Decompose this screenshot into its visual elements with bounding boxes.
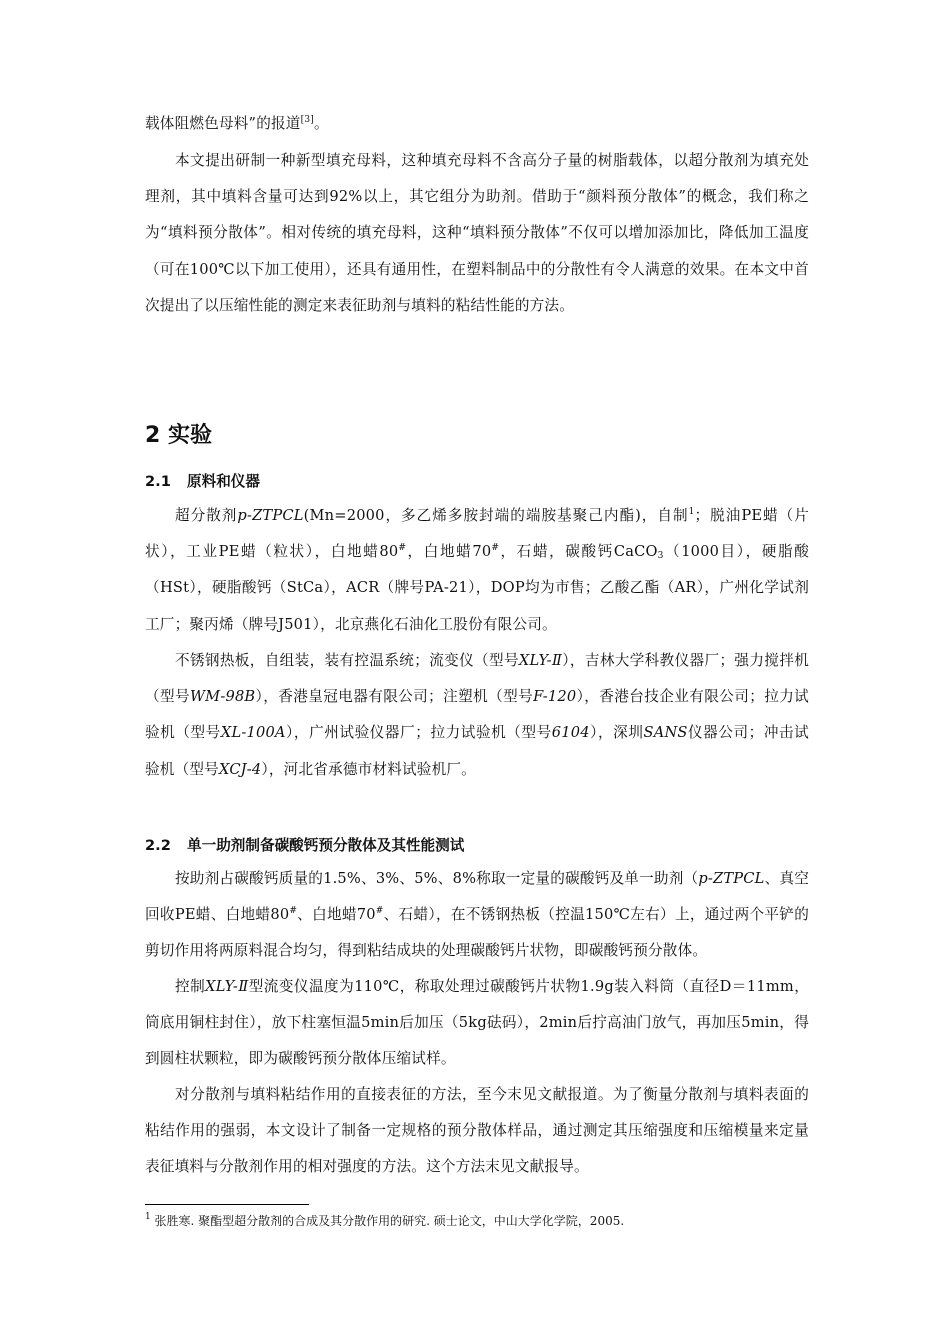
footnote-ref[interactable]: 1 <box>688 507 695 517</box>
subsection-heading-preparation: 2.2 单一助剂制备碳酸钙预分散体及其性能测试 <box>145 837 465 854</box>
paragraph-materials: 超分散剂p-ZTPCL(Mn=2000，多乙烯多胺封端的端胺基聚己内酯)，自制$^1$；脱油PE蜡（片状），工业PE蜡（粒状），白地蜡80#，白地蜡70#，石蜡，碳酸钙CaCO$_3$（1000目），硬脂酸（HSt），硬脂酸钙（StCa），ACR（牌号PA-21），DOP均为市售；乙酸乙酯（AR），广州化学试剂工厂；聚丙烯（牌号J501），北京燕化石油化工股份有限公司。 <box>145 507 810 633</box>
paragraph-preparation: 按助剂占碳酸钙质量的1.5%、3%、5%、8%称取一定量的碳酸钙及单一助剂（p-ZTPCL、真空回收PE蜡、白地蜡80#、白地蜡70#、石蜡），在不锈钢热板（控温150℃左右）上，通过两个平铲的剪切作用将两原料混合均匀，得到粘结成块的处理碳酸钙片状物，即碳酸钙预分散体。 <box>145 870 809 960</box>
paragraph-continuation: 载体阻燃色母料”的报道[3]。 <box>145 115 329 132</box>
footnote: $^1$ 张胜寒. 聚酯型超分散剂的合成及其分散作用的研究. 硕士论文，中山大学化学院，2005. <box>145 1212 625 1228</box>
subsection-heading-materials: 2.1 原料和仪器 <box>145 473 260 490</box>
paragraph-method: 对分散剂与填料粘结作用的直接表征的方法，至今末见文献报道。为了衡量分散剂与填料表面的粘结作用的强弱，本文设计了制备一定规格的预分散体样品，通过测定其压缩强度和压缩模量来定量表征填料与分散剂作用的相对强度的方法。这个方法末见文献报导。 <box>145 1086 809 1176</box>
paragraph-intro: 本文提出研制一种新型填充母料，这种填充母料不含高分子量的树脂载体，以超分散剂为填充处理剂，其中填料含量可达到92%以上，其它组分为助剂。借助于“颜料预分散体”的概念，我们称之为“填料预分散体”。相对传统的填充母料，这种“填料预分散体”不仅可以增加添加比，降低加工温度（可在100℃以下加工使用），还具有通用性，在塑料制品中的分散性有令人满意的效果。在本文中首次提出了以压缩性能的测定来表征助剂与填料的粘结性能的方法。 <box>145 152 809 314</box>
citation[interactable]: [3] <box>300 115 314 125</box>
footnote-divider <box>145 1204 309 1205</box>
paragraph-equipment: 不锈钢热板，自组装，装有控温系统；流变仪（型号XLY-Ⅱ），吉林大学科教仪器厂；强力搅拌机 （型号WM-98B），香港皇冠电器有限公司；注塑机（型号F-120），香港台技企业有限公司；拉力试验机（型号XL-100A），广州试验仪器厂；拉力试验机（型号6104），深圳SANS仪器公司；冲击试验机（型号XCJ-4），河北省承德市材料试验机厂。 <box>145 652 824 778</box>
paragraph-control: 控制XLY-Ⅱ型流变仪温度为110℃，称取处理过碳酸钙片状物1.9g装入料筒（直径D＝11mm，筒底用铜柱封住），放下柱塞恒温5min后加压（5kg砝码），2min后拧高油门放气，再加压5min，得到圆柱状颗粒，即为碳酸钙预分散体压缩试样。 <box>145 978 809 1068</box>
section-heading-experiment: 2 实验 <box>145 423 212 448</box>
